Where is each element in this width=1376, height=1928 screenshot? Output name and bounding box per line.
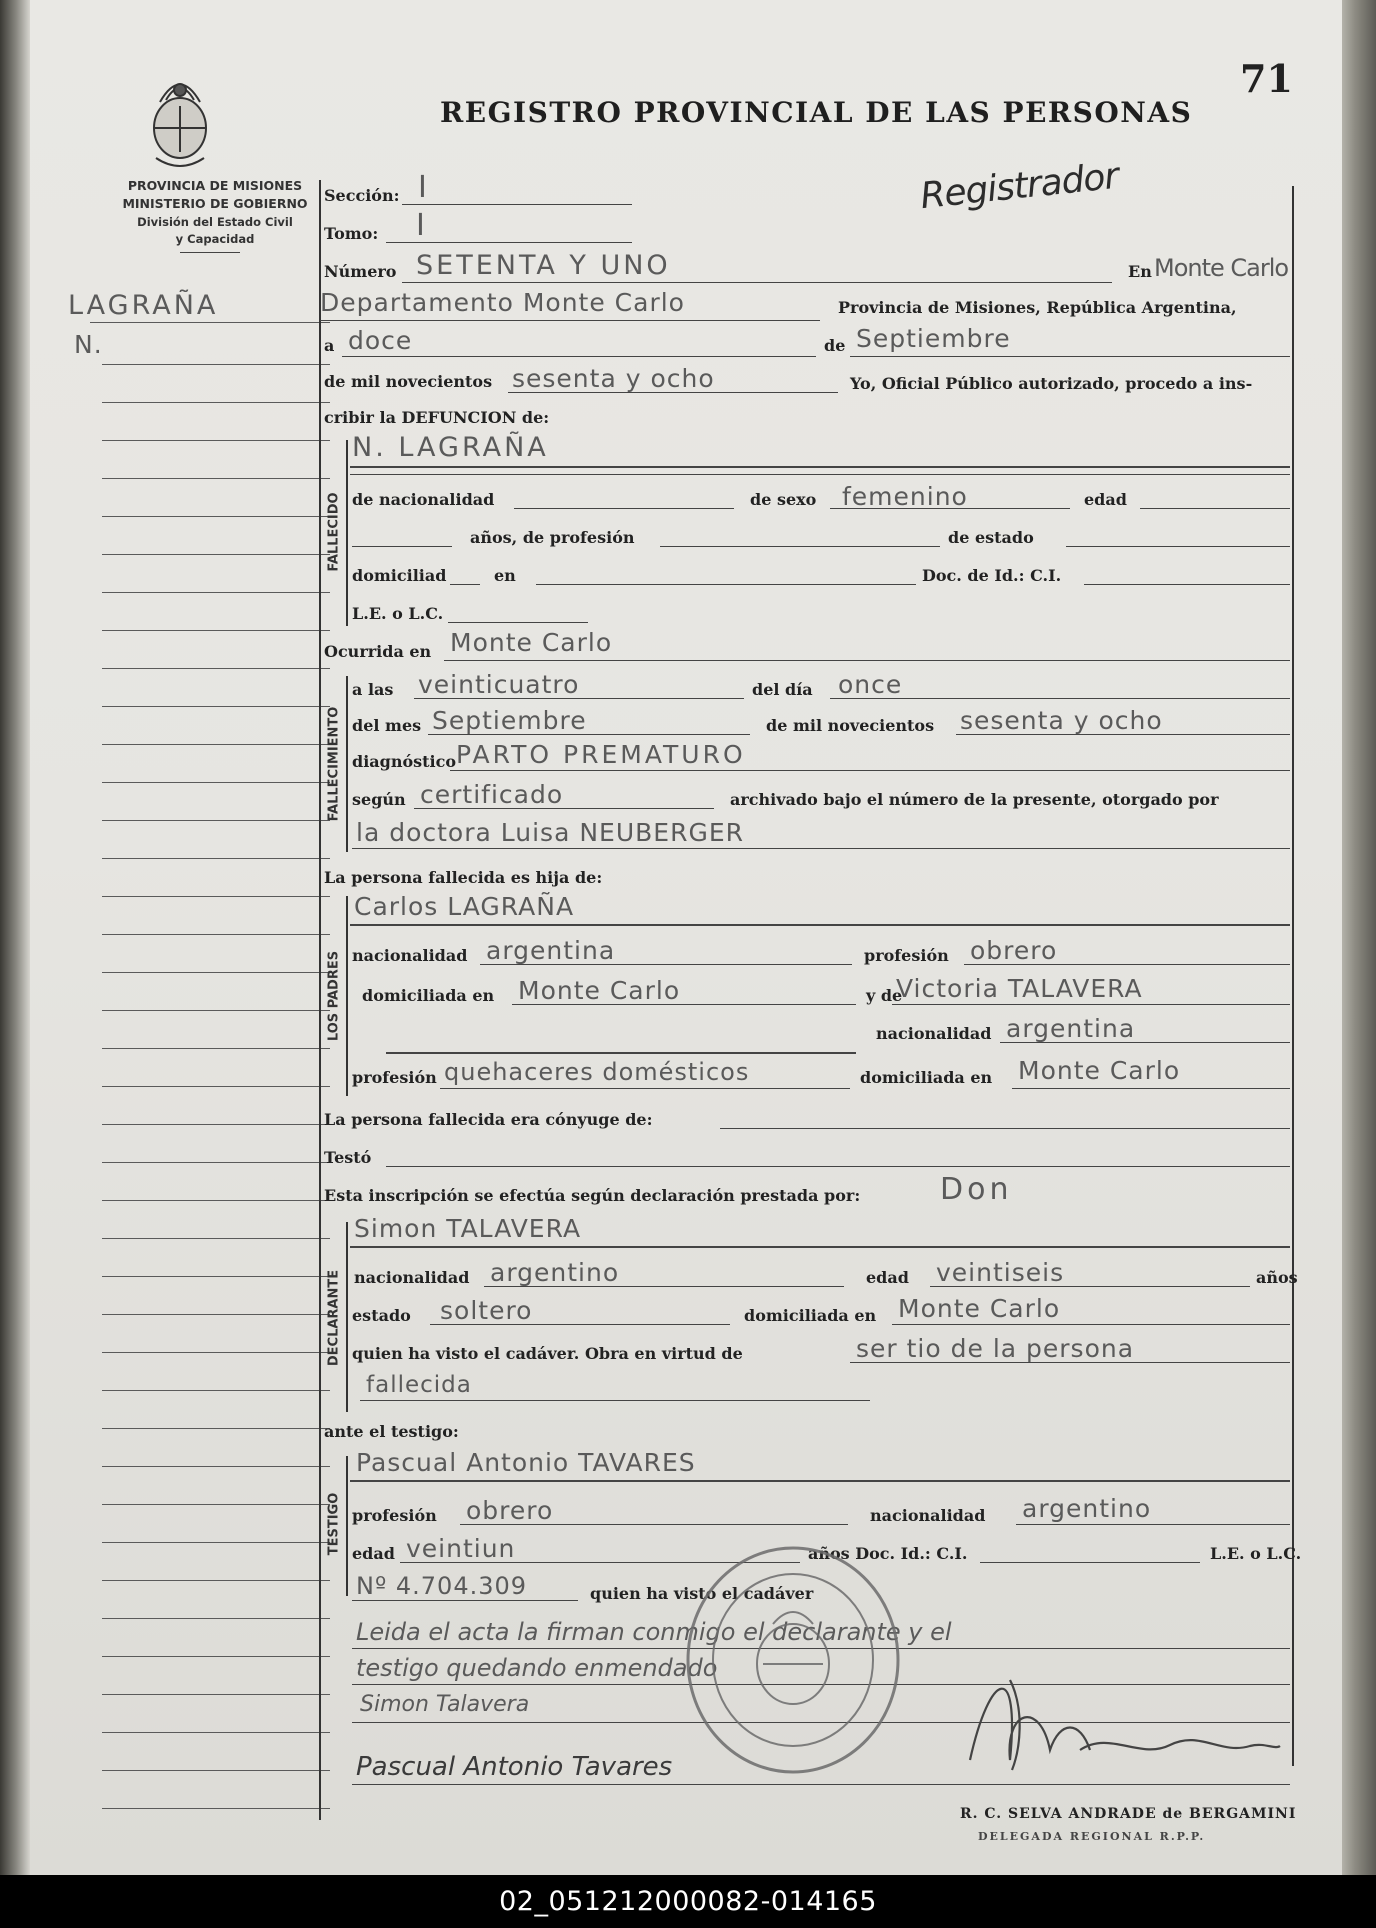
testigo-visto-label: quien ha visto el cadáver: [590, 1584, 814, 1603]
tomo-label: Tomo:: [324, 224, 379, 243]
segun-label: según: [352, 790, 406, 809]
field-line: [386, 242, 632, 243]
milnov-fallec-label: de mil novecientos: [766, 716, 935, 735]
field-line: [402, 282, 1112, 283]
declarante-bracket: [346, 1222, 348, 1412]
conyuge-label: La persona fallecida era cónyuge de:: [324, 1110, 653, 1129]
declarante-domic-label: domiciliada en: [744, 1306, 877, 1325]
field-line: [1140, 508, 1290, 509]
declarante-name: Simon TALAVERA: [354, 1214, 582, 1243]
field-line: [1016, 1524, 1290, 1525]
field-line: [1012, 1088, 1290, 1089]
margin-rule: [102, 1542, 330, 1543]
field-line: [414, 808, 714, 809]
margin-rule: [102, 1770, 330, 1771]
margin-rule: [102, 364, 330, 365]
closing-line-1: Leida el acta la firman conmigo el declarante y el: [356, 1618, 952, 1646]
madre-domic-value: Monte Carlo: [1018, 1056, 1181, 1085]
field-line: [956, 734, 1290, 735]
margin-rule: [102, 1618, 330, 1619]
madre-nac-value: argentina: [1006, 1014, 1136, 1043]
ocurrida-value: Monte Carlo: [450, 628, 613, 657]
declarante-domic-value: Monte Carlo: [898, 1294, 1061, 1323]
margin-rule: [102, 402, 330, 403]
testigo-name: Pascual Antonio TAVARES: [356, 1448, 696, 1477]
field-line: [850, 356, 1290, 357]
madre-prof-value: quehaceres domésticos: [444, 1058, 750, 1086]
image-code: 02_051212000082-014165: [499, 1886, 877, 1917]
fallecimiento-section-label: FALLECIMIENTO: [326, 706, 342, 822]
estado-label: de estado: [948, 528, 1034, 547]
field-line: [386, 1052, 856, 1054]
margin-rule: [102, 706, 330, 707]
field-line: [350, 466, 1290, 468]
padre-nac-value: argentina: [486, 936, 616, 965]
coat-of-arms-icon: [140, 62, 220, 174]
departamento-value: Departamento Monte Carlo: [320, 288, 685, 317]
declarante-signature: Simon Talavera: [360, 1692, 530, 1717]
madre-prof-label: profesión: [352, 1068, 437, 1087]
testigo-nac-value: argentino: [1022, 1494, 1152, 1523]
yde-label: y de: [866, 986, 903, 1005]
provincia-text: Provincia de Misiones, República Argentina,: [838, 298, 1237, 317]
sexo-value: femenino: [842, 482, 968, 511]
padres-section-label: LOS PADRES: [326, 950, 342, 1042]
a-label: a: [324, 336, 335, 355]
padre-name: Carlos LAGRAÑA: [354, 892, 575, 921]
field-line: [350, 474, 1290, 475]
padre-prof-label: profesión: [864, 946, 949, 965]
margin-rule: [102, 1010, 330, 1011]
edad-label: edad: [1084, 490, 1127, 509]
field-line: [512, 1004, 856, 1005]
field-line: [402, 204, 632, 205]
field-line: [444, 660, 1290, 661]
field-line: [480, 964, 852, 965]
testigo-edad-label: edad: [352, 1544, 395, 1563]
declarante-nac-label: nacionalidad: [354, 1268, 470, 1287]
field-line: [964, 964, 1290, 965]
book-binding-left: [0, 0, 30, 1875]
field-line: [430, 1324, 730, 1325]
margin-rule: [102, 1504, 330, 1505]
margin-rule: [102, 630, 330, 631]
margin-rule: [102, 1808, 330, 1809]
margin-rule: [102, 592, 330, 593]
testigo-signature: Pascual Antonio Tavares: [356, 1752, 673, 1782]
field-line: [352, 546, 452, 547]
field-line: [414, 698, 744, 699]
margin-rule: [102, 1428, 330, 1429]
field-line: [980, 1562, 1200, 1563]
page-title: REGISTRO PROVINCIAL DE LAS PERSONAS: [440, 96, 1193, 129]
field-line: [1066, 546, 1290, 547]
field-line: [514, 508, 734, 509]
fallecido-section-label: FALLECIDO: [326, 492, 342, 572]
margin-rule: [102, 478, 330, 479]
testigo-edad-value: veintiun: [406, 1534, 516, 1563]
capacidad-label: y Capacidad: [175, 232, 255, 246]
field-line: [830, 698, 1290, 699]
numero-value: SETENTA Y UNO: [416, 250, 671, 281]
official-signature-icon: [950, 1650, 1290, 1780]
declarante-anios-label: años: [1256, 1268, 1298, 1287]
padre-prof-value: obrero: [970, 936, 1058, 965]
margin-surname: LAGRAÑA: [68, 290, 219, 321]
fallecimiento-bracket: [346, 676, 348, 852]
margin-given-name: N.: [74, 330, 103, 359]
fallecido-bracket: [346, 440, 348, 626]
margin-rule: [102, 516, 330, 517]
margin-rule: [102, 896, 330, 897]
diagnostico-value: PARTO PREMATURO: [456, 740, 746, 769]
fallecido-en-label: en: [494, 566, 516, 585]
sexo-label: de sexo: [750, 490, 817, 509]
margin-rule: [102, 1580, 330, 1581]
testigo-prof-label: profesión: [352, 1506, 437, 1525]
declaracion-label: Esta inscripción se efectúa según declaración prestada por:: [324, 1186, 861, 1205]
book-page-edges-right: [1340, 0, 1376, 1875]
mes-value: Septiembre: [856, 324, 1011, 353]
madre-name: Victoria TALAVERA: [896, 974, 1143, 1003]
field-line: [830, 508, 1070, 509]
virtud-value-continued: fallecida: [366, 1372, 472, 1398]
margin-rule: [102, 782, 330, 783]
padres-bracket: [346, 896, 348, 1096]
ministry-label: MINISTERIO DE GOBIERNO: [122, 196, 308, 211]
le-label: L.E. o L.C.: [352, 604, 444, 623]
testigo-anios-doc-label: años Doc. Id.: C.I.: [808, 1544, 968, 1563]
madre-domic-label: domiciliada en: [860, 1068, 993, 1087]
margin-rule: [102, 440, 330, 441]
margin-rule: [102, 1200, 330, 1201]
field-line: [448, 622, 588, 623]
margin-rule: [102, 1694, 330, 1695]
margin-rule: [102, 820, 330, 821]
margin-rule: [102, 1732, 330, 1733]
field-line: [930, 1286, 1250, 1287]
main-left-rule: [319, 180, 321, 1820]
numero-label: Número: [324, 262, 397, 281]
margin-rule: [102, 934, 330, 935]
en-value: Monte Carlo: [1154, 254, 1289, 282]
margin-rule: [102, 554, 330, 555]
declaracion-value: Don: [940, 1172, 1013, 1207]
closing-line-2: testigo quedando enmendado: [356, 1654, 718, 1682]
delmes-label: del mes: [352, 716, 422, 735]
milnov-label: de mil novecientos: [324, 372, 493, 391]
declarante-estado-label: estado: [352, 1306, 411, 1325]
ante-testigo-label: ante el testigo:: [324, 1422, 459, 1441]
field-line: [360, 1400, 870, 1401]
field-line: [350, 1480, 1290, 1482]
field-line: [428, 734, 750, 735]
field-line: [892, 1004, 1290, 1005]
padre-domic-label: domiciliada en: [362, 986, 495, 1005]
fallecido-name: N. LAGRAÑA: [352, 432, 549, 463]
field-line: [386, 1166, 1290, 1167]
margin-rule: [102, 1238, 330, 1239]
domiciliad-label: domiciliad: [352, 566, 447, 585]
alas-label: a las: [352, 680, 394, 699]
margin-rule: [102, 668, 330, 669]
field-line: [1084, 584, 1290, 585]
document-page: [30, 0, 1342, 1875]
rubric-signature: Registrador: [918, 155, 1121, 218]
anio-fallec-value: sesenta y ocho: [960, 706, 1163, 735]
field-line: [350, 924, 1290, 926]
anio-value: sesenta y ocho: [512, 364, 715, 393]
padre-nac-label: nacionalidad: [352, 946, 468, 965]
oficial-text: Yo, Oficial Público autorizado, procedo a ins-: [850, 374, 1253, 393]
seccion-label: Sección:: [324, 186, 400, 205]
en-label: En: [1128, 262, 1152, 281]
left-head-underline: [180, 252, 240, 253]
otorgado-value: la doctora Luisa NEUBERGER: [356, 818, 744, 847]
margin-rule: [102, 1124, 330, 1125]
padre-domic-value: Monte Carlo: [518, 976, 681, 1005]
field-line: [460, 1524, 848, 1525]
hora-value: veinticuatro: [418, 670, 580, 699]
ocurrida-label: Ocurrida en: [324, 642, 432, 661]
field-line: [484, 1286, 844, 1287]
field-line: [352, 848, 1290, 849]
madre-nac-label: nacionalidad: [876, 1024, 992, 1043]
field-line: [320, 320, 820, 321]
image-code-bar: [0, 1875, 1376, 1928]
mes-fallec-value: Septiembre: [432, 706, 587, 735]
testigo-prof-value: obrero: [466, 1496, 554, 1525]
testigo-doc-value: Nº 4.704.309: [356, 1572, 528, 1600]
testigo-nac-label: nacionalidad: [870, 1506, 986, 1525]
seccion-value: I: [418, 170, 428, 205]
main-right-rule: [1292, 186, 1294, 1766]
tomo-value: I: [416, 208, 426, 243]
margin-rule: [90, 322, 330, 323]
margin-rule: [102, 1390, 330, 1391]
margin-rule: [102, 1048, 330, 1049]
testigo-le-label: L.E. o L.C.: [1210, 1544, 1302, 1563]
anios-profesion-label: años, de profesión: [470, 528, 635, 547]
archivado-text: archivado bajo el número de la presente, otorgado por: [730, 790, 1219, 809]
field-line: [892, 1324, 1290, 1325]
segun-value: certificado: [420, 780, 564, 809]
field-line: [350, 1246, 1290, 1248]
deldia-label: del día: [752, 680, 813, 699]
testigo-bracket: [346, 1456, 348, 1596]
testo-label: Testó: [324, 1148, 372, 1167]
field-line: [720, 1128, 1290, 1129]
margin-rule: [102, 858, 330, 859]
declarante-nac-value: argentino: [490, 1258, 620, 1287]
de-label: de: [824, 336, 846, 355]
field-line: [660, 546, 940, 547]
declarante-section-label: DECLARANTE: [326, 1269, 342, 1367]
margin-rule: [102, 1276, 330, 1277]
margin-rule: [102, 1656, 330, 1657]
field-line: [342, 356, 816, 357]
field-line: [440, 1088, 850, 1089]
field-line: [536, 584, 916, 585]
declarante-visto-label: quien ha visto el cadáver. Obra en virtud de: [352, 1344, 743, 1363]
margin-rule: [102, 972, 330, 973]
margin-rule: [102, 744, 330, 745]
declarante-edad-value: veintiseis: [936, 1258, 1065, 1287]
division-label: División del Estado Civil: [137, 215, 293, 229]
margin-rule: [102, 1162, 330, 1163]
dia-value: doce: [348, 326, 413, 355]
nacionalidad-label: de nacionalidad: [352, 490, 495, 509]
field-line: [1000, 1042, 1290, 1043]
hija-label: La persona fallecida es hija de:: [324, 868, 603, 887]
official-title: DELEGADA REGIONAL R.P.P.: [978, 1830, 1206, 1843]
declarante-estado-value: soltero: [440, 1296, 533, 1325]
field-line: [508, 392, 838, 393]
field-line: [352, 1600, 578, 1601]
margin-rule: [102, 1466, 330, 1467]
official-name: R. C. SELVA ANDRADE de BERGAMINI: [960, 1806, 1297, 1822]
diagnostico-label: diagnóstico: [352, 752, 457, 771]
doc-label: Doc. de Id.: C.I.: [922, 566, 1062, 585]
declarante-edad-label: edad: [866, 1268, 909, 1287]
field-line: [352, 1784, 1290, 1785]
inscribir-text: cribir la DEFUNCION de:: [324, 408, 550, 427]
margin-rule: [102, 1086, 330, 1087]
field-line: [850, 1362, 1290, 1363]
virtud-value: ser tio de la persona: [856, 1334, 1135, 1363]
field-line: [450, 584, 480, 585]
margin-rule: [102, 1352, 330, 1353]
testigo-section-label: TESTIGO: [326, 1492, 342, 1556]
page-number: 71: [1240, 56, 1293, 101]
margin-rule: [102, 1314, 330, 1315]
province-label: PROVINCIA DE MISIONES: [127, 178, 303, 193]
official-seal-icon: [678, 1540, 908, 1780]
field-line: [450, 770, 1290, 771]
dia-fallec-value: once: [838, 670, 903, 699]
